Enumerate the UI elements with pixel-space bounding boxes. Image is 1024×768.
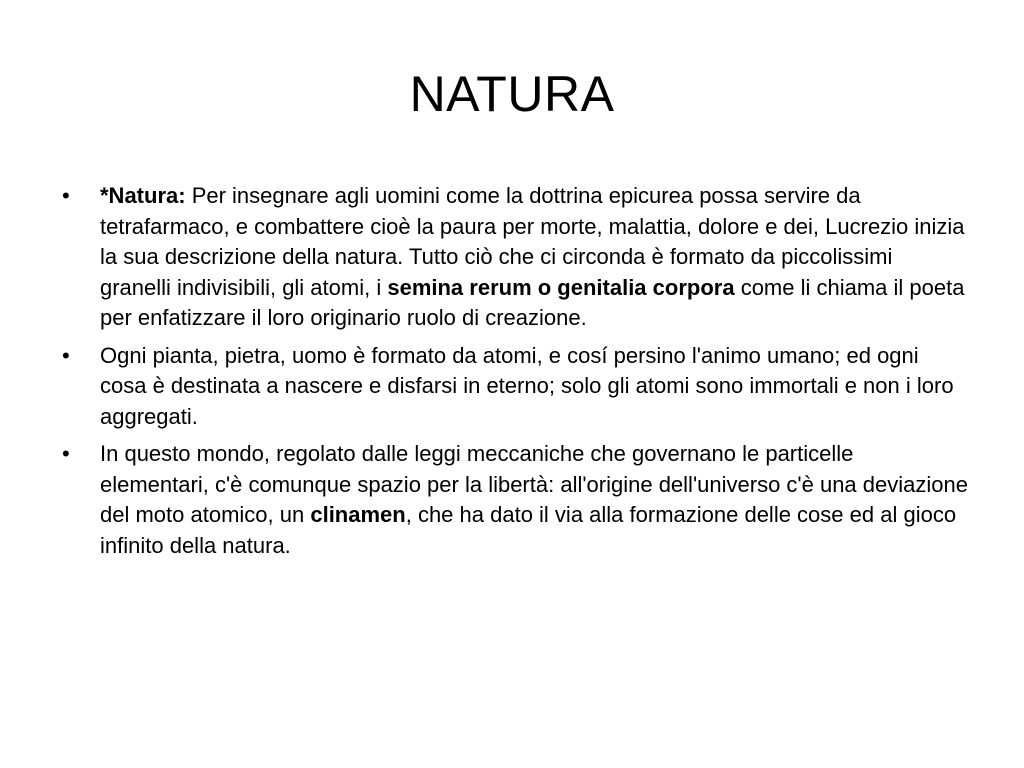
bullet-marker: • bbox=[62, 441, 70, 466]
bullet-text: Ogni pianta, pietra, uomo è formato da atomi, e cosí persino l'animo umano; ed ogni cosa è destinata a nascere e disfarsi in eterno; solo gli atomi sono immortali e non i loro aggregati. bbox=[100, 342, 954, 429]
bullet-marker: • bbox=[62, 183, 70, 208]
bullet-item-natura bbox=[62, 181, 968, 334]
slide-title: NATURA bbox=[409, 66, 615, 122]
bullet-text: In questo mondo, regolato dalle leggi meccaniche che governano le particelle elementari, c'è comunque spazio per la libertà: all'origine dell'universo c'è una deviazione del moto atomico, un bbox=[100, 441, 968, 527]
bullet-marker: • bbox=[62, 342, 70, 368]
bullet-text: Per insegnare agli uomini come la dottrina epicurea possa servire da tetrafarmaco, e combattere cioè la paura per morte, malattia, dolore e dei, Lucrezio inizia la sua descrizione della natura. Tutto ciò che ci circonda è formato da piccolissimi granelli indivisibili, gli atomi, i bbox=[100, 183, 965, 300]
bullet-text: come li chiama il poeta per enfatizzare il loro originario ruolo di creazione. bbox=[100, 274, 965, 330]
bullet-item-atomi bbox=[62, 341, 968, 433]
bullet-list bbox=[62, 181, 968, 568]
bullet-item-clinamen bbox=[62, 439, 968, 561]
bullet-heading: *Natura: bbox=[100, 183, 186, 208]
bullet-text: , che ha dato il via alla formazione delle cose ed al gioco infinito della natura. bbox=[100, 502, 957, 558]
bullet-emphasis: clinamen bbox=[310, 502, 406, 527]
bullet-emphasis: semina rerum o genitalia corpora bbox=[387, 274, 735, 300]
